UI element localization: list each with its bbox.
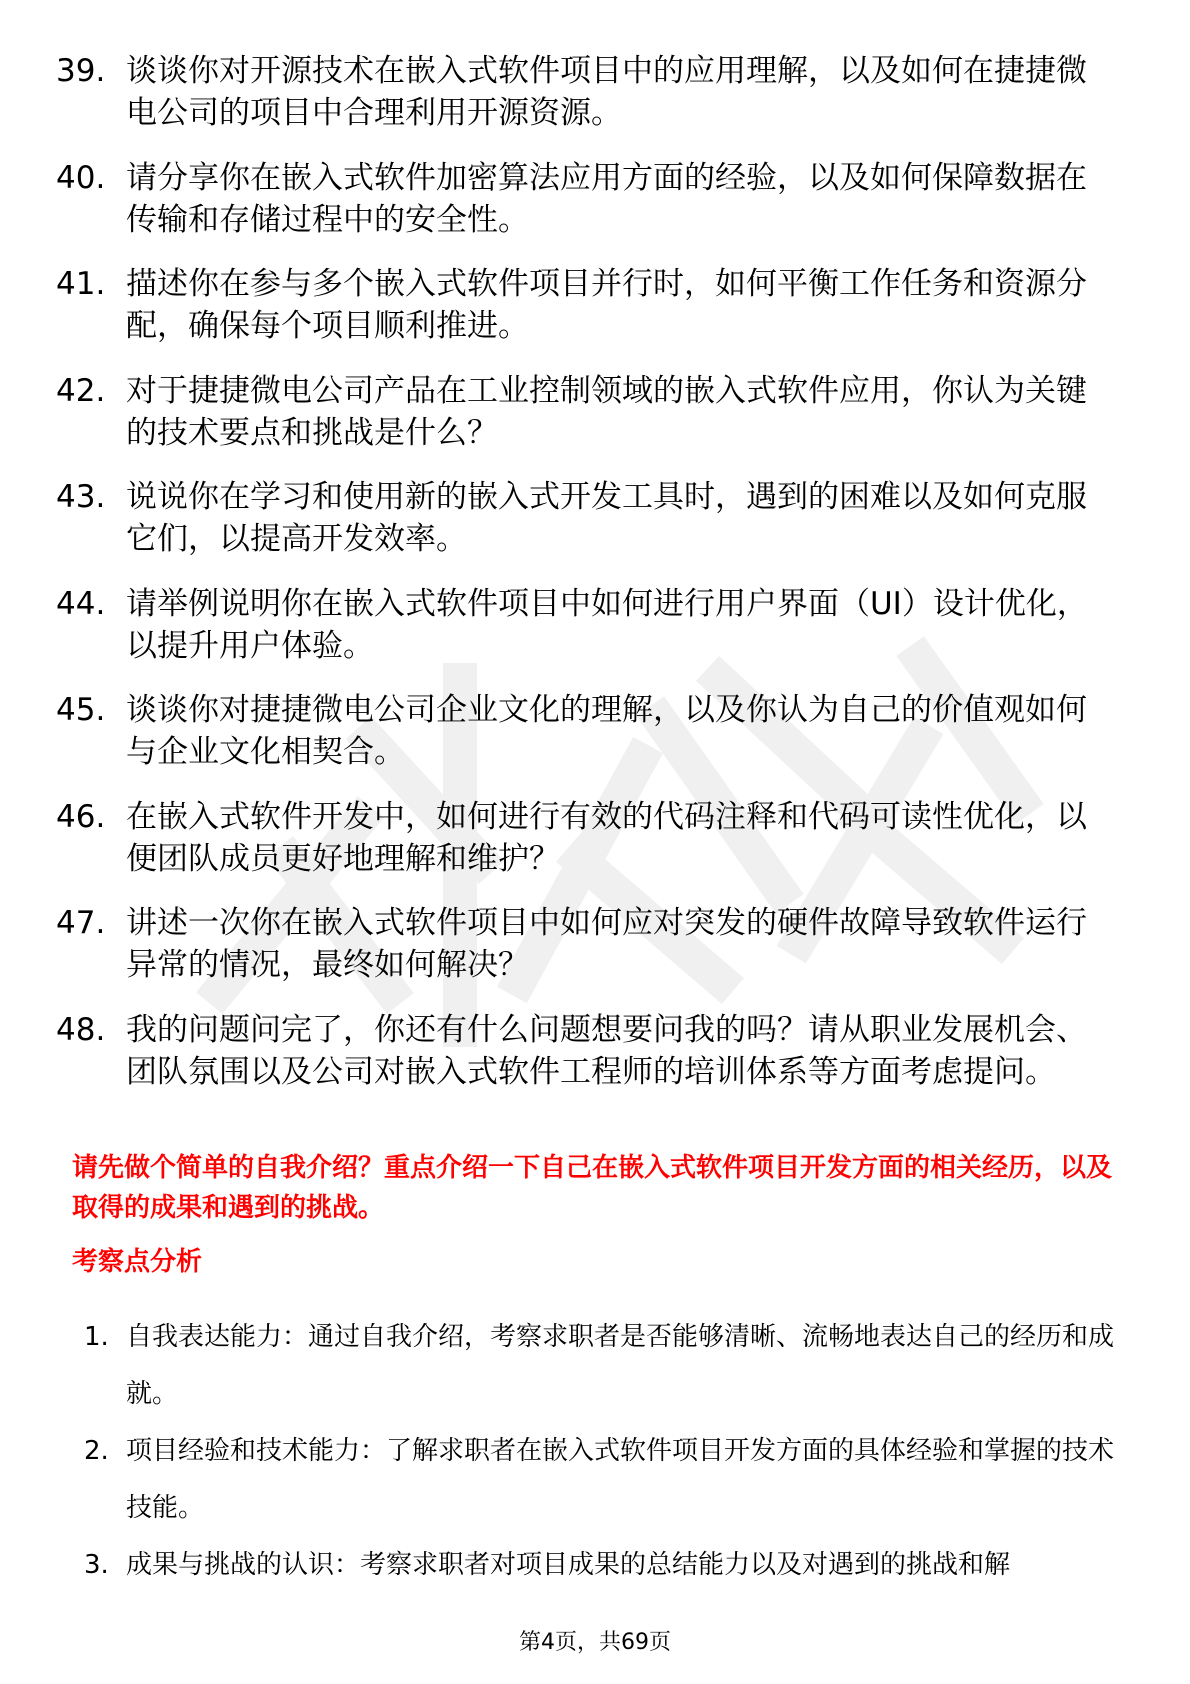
question-number: 45. [56, 692, 106, 728]
question-text: 请举例说明你在嵌入式软件项目中如何进行用户界面（UI）设计优化，以提升用户体验。 [126, 585, 1088, 664]
question-item [56, 796, 1116, 880]
analysis-number: 3. [84, 1550, 109, 1580]
question-text: 对于捷捷微电公司产品在工业控制领域的嵌入式软件应用，你认为关键的技术要点和挑战是什么？ [126, 372, 1087, 451]
analysis-text: 自我表达能力：通过自我介绍，考察求职者是否能够清晰、流畅地表达自己的经历和成就。 [126, 1322, 1115, 1409]
question-number: 48. [56, 1011, 106, 1048]
question-item [56, 476, 1116, 560]
question-number: 44. [56, 585, 106, 622]
question-text: 我的问题问完了，你还有什么问题想要问我的吗？请从职业发展机会、团队氛围以及公司对嵌入式软件工程师的培训体系等方面考虑提问。 [126, 1011, 1087, 1090]
question-text: 在嵌入式软件开发中，如何进行有效的代码注释和代码可读性优化，以便团队成员更好地理解和维护？ [126, 798, 1087, 877]
analysis-text: 成果与挑战的认识：考察求职者对项目成果的总结能力以及对遇到的挑战和解 [126, 1550, 1011, 1580]
question-number: 39. [56, 53, 106, 89]
analysis-item [84, 1309, 1124, 1423]
question-item [56, 157, 1116, 241]
question-item [56, 583, 1116, 667]
question-item [56, 50, 1116, 134]
question-text: 描述你在参与多个嵌入式软件项目并行时，如何平衡工作任务和资源分配，确保每个项目顺利推进。 [126, 266, 1087, 344]
question-item [56, 370, 1116, 454]
interview-prompt: 请先做个简单的自我介绍？重点介绍一下自己在嵌入式软件项目开发方面的相关经历，以及取得的成果和遇到的挑战。 [72, 1153, 1113, 1223]
question-item [56, 689, 1116, 773]
analysis-item [84, 1537, 1124, 1594]
question-text: 说说你在学习和使用新的嵌入式开发工具时，遇到的困难以及如何克服它们，以提高开发效率。 [126, 479, 1087, 557]
analysis-number: 1. [84, 1322, 109, 1352]
question-number: 47. [56, 905, 106, 941]
question-text: 谈谈你对开源技术在嵌入式软件项目中的应用理解，以及如何在捷捷微电公司的项目中合理利用开源资源。 [126, 53, 1087, 131]
question-number: 46. [56, 798, 106, 835]
page-footer: 第4页，共69页 [519, 1630, 671, 1655]
question-item [56, 902, 1116, 986]
question-number: 40. [56, 159, 106, 196]
question-number: 42. [56, 372, 106, 409]
analysis-list [84, 1309, 1124, 1594]
question-text: 请分享你在嵌入式软件加密算法应用方面的经验，以及如何保障数据在传输和存储过程中的安全性。 [126, 159, 1087, 238]
question-number: 43. [56, 479, 106, 515]
analysis-number: 2. [84, 1436, 109, 1466]
analysis-item [84, 1423, 1124, 1537]
question-number: 41. [56, 266, 106, 302]
question-text: 讲述一次你在嵌入式软件项目中如何应对突发的硬件故障导致软件运行异常的情况，最终如何解决？ [126, 905, 1087, 983]
analysis-heading: 考察点分析 [72, 1247, 203, 1277]
question-item [56, 1009, 1116, 1093]
question-list [56, 50, 1116, 1115]
question-text: 谈谈你对捷捷微电公司企业文化的理解，以及你认为自己的价值观如何与企业文化相契合。 [126, 692, 1087, 770]
analysis-text: 项目经验和技术能力：了解求职者在嵌入式软件项目开发方面的具体经验和掌握的技术技能。 [126, 1436, 1115, 1523]
question-item [56, 263, 1116, 347]
